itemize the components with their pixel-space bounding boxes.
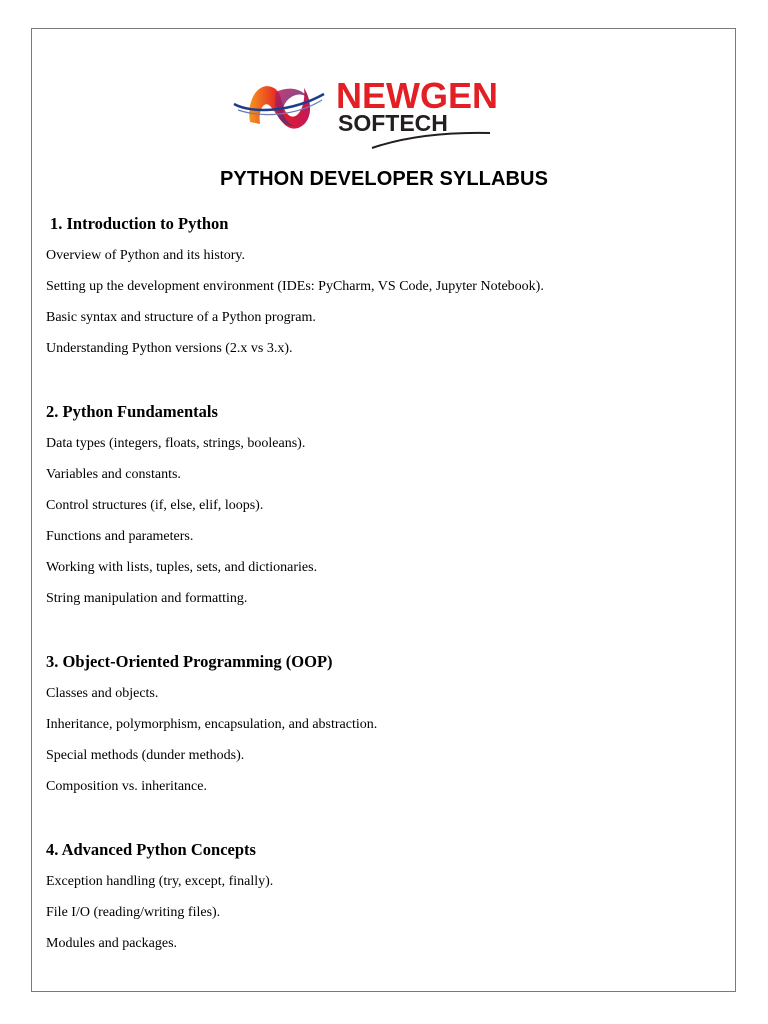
list-item: Exception handling (try, except, finally). [46,874,274,889]
section-oop [46,646,726,802]
list-item: Setting up the development environment (IDEs: PyCharm, VS Code, Jupyter Notebook). [46,279,544,294]
list-item: Control structures (if, else, elif, loops). [46,498,264,513]
section-heading: 1. Introduction to Python [50,214,229,233]
syllabus-content [46,208,726,959]
list-item: File I/O (reading/writing files). [46,905,221,920]
document-title: PYTHON DEVELOPER SYLLABUS [219,168,549,190]
logo-wordmark-newgen: NEWGEN [336,75,498,116]
list-item: Composition vs. inheritance. [46,779,207,794]
list-item: Inheritance, polymorphism, encapsulation, and abstraction. [46,717,378,732]
list-item: Data types (integers, floats, strings, booleans). [46,436,306,451]
list-item: String manipulation and formatting. [46,591,248,606]
list-item: Working with lists, tuples, sets, and dictionaries. [46,560,318,575]
list-item: Functions and parameters. [46,529,194,544]
list-item: Understanding Python versions (2.x vs 3.x). [46,341,293,356]
list-item: Basic syntax and structure of a Python program. [46,310,316,325]
logo-wordmark-softech: SOFTECH [338,110,448,136]
section-heading: 4. Advanced Python Concepts [46,840,256,859]
section-heading: 3. Object-Oriented Programming (OOP) [46,652,333,671]
newgen-softech-logo [232,70,522,152]
section-heading: 2. Python Fundamentals [46,402,218,421]
section-fundamentals [46,396,726,614]
section-advanced [46,834,726,959]
list-item: Classes and objects. [46,686,159,701]
logo-swirl-icon [234,86,324,128]
list-item: Overview of Python and its history. [46,248,245,263]
list-item: Modules and packages. [46,936,178,951]
section-introduction [46,208,726,364]
list-item: Special methods (dunder methods). [46,748,245,763]
list-item: Variables and constants. [46,467,181,482]
